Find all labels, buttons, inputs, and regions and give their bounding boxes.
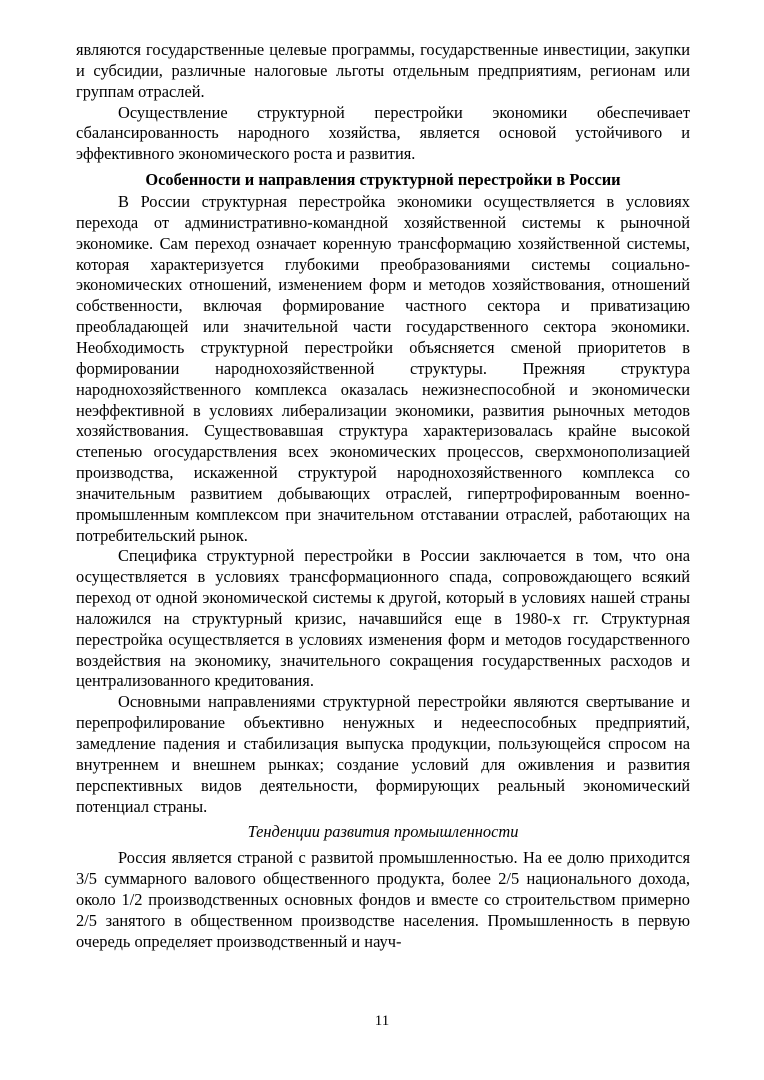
paragraph-directions: Основными направлениями структурной перестройки являются свертывание и перепрофилирование объективно ненужных и недееспособных предприятий, замедление падения и стабилизация выпуска продукции, пользующейся спросом на внутреннем и внешнем рынках; создание условий для оживления и развития перспективных видов деятельности, формирующих реальный экономический потенциал страны. (76, 692, 690, 816)
paragraph-balance: Осуществление структурной перестройки экономики обеспечивает сбалансированность народного хозяйства, является основой устойчивого и эффективного экономического роста и развития. (76, 102, 690, 164)
page-number: 11 (374, 1013, 390, 1029)
section-subheading: Тенденции развития промышленности (247, 822, 519, 842)
paragraph-specifics: Специфика структурной перестройки в России заключается в том, что она осуществляется в условиях трансформационного спада, сопровождающего всякий переход от одной экономической системы к другой, который в условиях нашей страны наложился на структурный кризис, начавшийся еще в 1980-х гг. Структурная перестройка осуществляется в условиях изменения форм и методов государственного воздействия на экономику, значительного сокращения государственных расходов и централизованного кредитования. (76, 546, 690, 691)
page-body (76, 40, 690, 953)
paragraph-transition: В России структурная перестройка экономики осуществляется в условиях перехода от административно-командной хозяйственной системы к рыночной экономике. Сам переход означает коренную трансформацию хозяйственной системы, которая характеризуется глубокими преобразованиями системы социально-экономических отношений, изменением форм и методов хозяйствования, отношений собственности, включая формирование частного сектора и приватизацию преобладающей или значительной части государственного сектора экономики. Необходимость структурной перестройки объясняется сменой приоритетов в формировании народнохозяйственной структуры. Прежняя структура народнохозяйственного комплекса оказалась нежизнеспособной и экономически неэффективной в условиях либерализации экономики, развития рыночных методов хозяйствования. Существовавшая структура характеризовалась крайне высокой степенью огосударствления всех экономических процессов, сверхмонополизацией производства, искаженной структурой народнохозяйственного комплекса со значительным развитием добывающих отраслей, гипертрофированным военно-промышленным комплексом при значительном отставании отраслей, работающих на потребительский рынок. (76, 192, 690, 545)
paragraph-continuation: являются государственные целевые программы, государственные инвестиции, закупки и субсидии, различные налоговые льготы отдельным предприятиям, регионам или группам отраслей. (76, 40, 690, 101)
section-heading: Особенности и направления структурной перестройки в России (145, 170, 621, 190)
paragraph-industry: Россия является страной с развитой промышленностью. На ее долю приходится 3/5 суммарного валового общественного продукта, более 2/5 национального дохода, около 1/2 производственных основных фондов и вместе со строительством примерно 2/5 занятого в общественном производстве населения. Промышленность в первую очередь определяет производственный и науч- (76, 848, 690, 951)
